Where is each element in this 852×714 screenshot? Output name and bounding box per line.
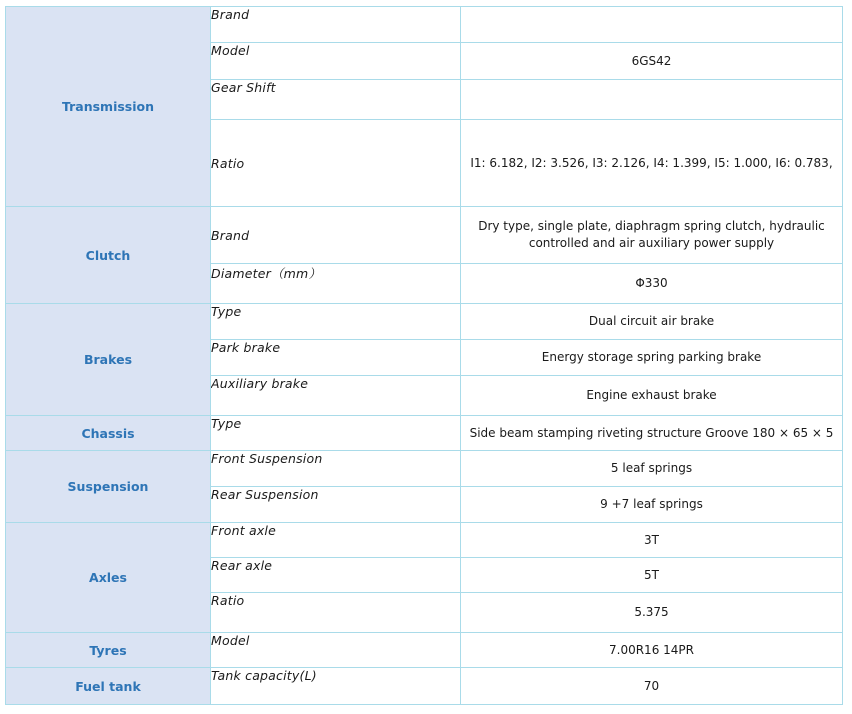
row-value: Dry type, single plate, diaphragm spring clutch, hydraulic controlled and air auxiliary power supply bbox=[461, 207, 843, 264]
table-row bbox=[6, 668, 843, 705]
row-label: Type bbox=[211, 416, 461, 451]
table-row bbox=[6, 523, 843, 558]
category-transmission: Transmission bbox=[6, 7, 211, 207]
row-value: 70 bbox=[461, 668, 843, 705]
row-label: Rear Suspension bbox=[211, 487, 461, 523]
row-value: 3T bbox=[461, 523, 843, 558]
table-row bbox=[6, 633, 843, 668]
category-suspension: Suspension bbox=[6, 451, 211, 523]
row-label: Front axle bbox=[211, 523, 461, 558]
row-label: Tank capacity(L) bbox=[211, 668, 461, 705]
category-brakes: Brakes bbox=[6, 304, 211, 416]
row-label: Ratio bbox=[211, 593, 461, 633]
row-value: Φ330 bbox=[461, 264, 843, 304]
row-label: Gear Shift bbox=[211, 80, 461, 120]
row-value: Side beam stamping riveting structure Groove 180 × 65 × 5 bbox=[461, 416, 843, 451]
table-row bbox=[6, 451, 843, 487]
row-value bbox=[461, 80, 843, 120]
table-row bbox=[6, 207, 843, 264]
table-row bbox=[6, 7, 843, 43]
row-label: Auxiliary brake bbox=[211, 376, 461, 416]
row-value: 5 leaf springs bbox=[461, 451, 843, 487]
row-label: Model bbox=[211, 633, 461, 668]
row-label: Park brake bbox=[211, 340, 461, 376]
row-label: Diameter（mm） bbox=[211, 264, 461, 304]
row-value bbox=[461, 7, 843, 43]
row-value: I1: 6.182, I2: 3.526, I3: 2.126, I4: 1.399, I5: 1.000, I6: 0.783, bbox=[461, 120, 843, 207]
row-value: Engine exhaust brake bbox=[461, 376, 843, 416]
row-label: Model bbox=[211, 43, 461, 80]
row-label: Rear axle bbox=[211, 558, 461, 593]
row-label: Ratio bbox=[211, 120, 461, 207]
category-chassis: Chassis bbox=[6, 416, 211, 451]
table-row bbox=[6, 304, 843, 340]
category-tyres: Tyres bbox=[6, 633, 211, 668]
row-value: 5.375 bbox=[461, 593, 843, 633]
row-value: 9 +7 leaf springs bbox=[461, 487, 843, 523]
row-value: Dual circuit air brake bbox=[461, 304, 843, 340]
row-label: Brand bbox=[211, 7, 461, 43]
table-row bbox=[6, 416, 843, 451]
row-label: Brand bbox=[211, 207, 461, 264]
row-label: Type bbox=[211, 304, 461, 340]
category-clutch: Clutch bbox=[6, 207, 211, 304]
category-axles: Axles bbox=[6, 523, 211, 633]
row-value: 6GS42 bbox=[461, 43, 843, 80]
category-fuel-tank: Fuel tank bbox=[6, 668, 211, 705]
row-label: Front Suspension bbox=[211, 451, 461, 487]
spec-table bbox=[5, 6, 843, 705]
row-value: 5T bbox=[461, 558, 843, 593]
row-value: Energy storage spring parking brake bbox=[461, 340, 843, 376]
row-value: 7.00R16 14PR bbox=[461, 633, 843, 668]
